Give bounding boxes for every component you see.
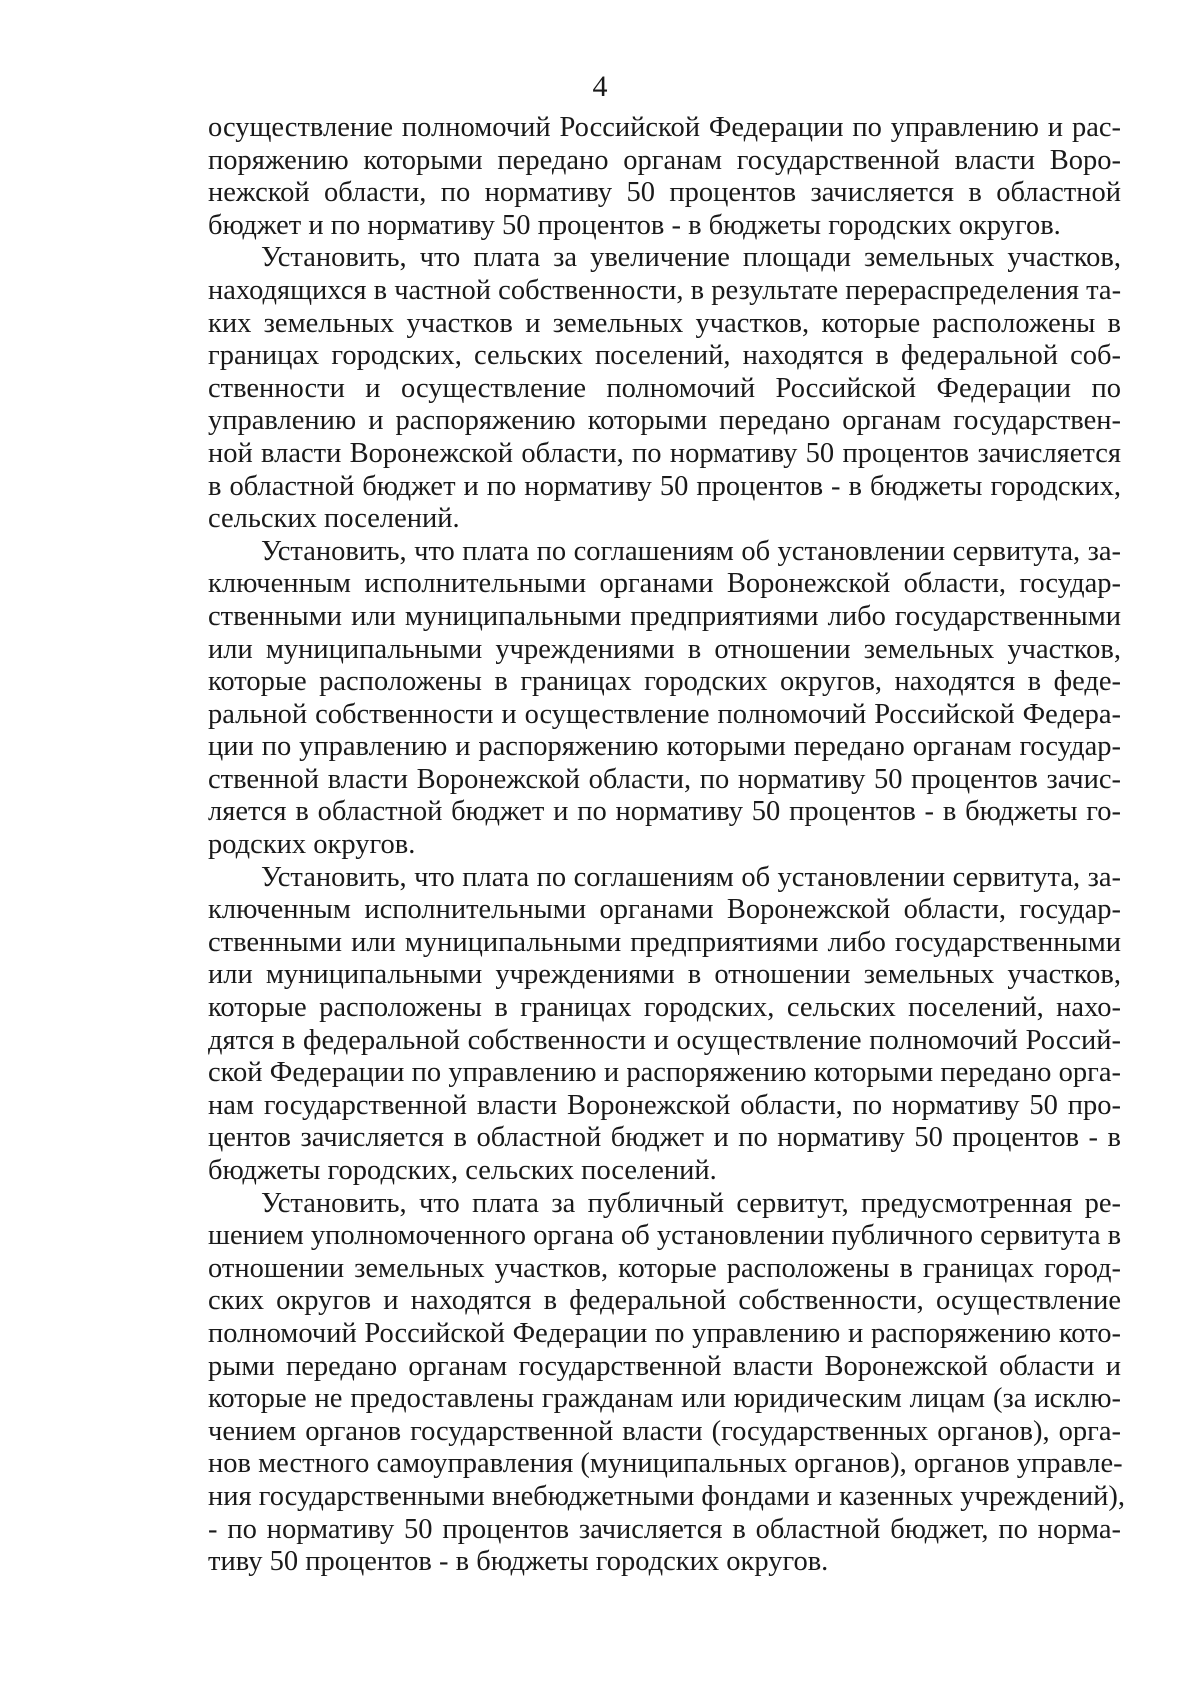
text-line: ной власти Воронежской области, по нормативу 50 процентов зачисляется bbox=[208, 437, 1121, 469]
text-line: ключенным исполнительными органами Воронежской области, государ- bbox=[208, 894, 1121, 926]
text-line: ляется в областной бюджет и по нормативу 50 процентов - в бюджеты го- bbox=[208, 796, 1121, 828]
text-line: ции по управлению и распоряжению которыми передано органам государ- bbox=[208, 731, 1121, 763]
paragraph bbox=[208, 862, 1121, 1188]
text-line: центов зачисляется в областной бюджет и по нормативу 50 процентов - в bbox=[208, 1122, 1121, 1154]
text-line: ких земельных участков и земельных участков, которые расположены в bbox=[208, 307, 1121, 339]
text-line: которые расположены в границах городских округов, находятся в феде- bbox=[208, 666, 1121, 698]
text-line: полномочий Российской Федерации по управлению и распоряжению кото- bbox=[208, 1317, 1121, 1349]
text-line: ключенным исполнительными органами Воронежской области, государ- bbox=[208, 568, 1121, 600]
text-line: ния государственными внебюджетными фондами и казенных учреждений), bbox=[208, 1480, 1125, 1512]
text-line: нам государственной власти Воронежской области, по нормативу 50 про- bbox=[208, 1089, 1121, 1121]
text-line: или муниципальными учреждениями в отношении земельных участков, bbox=[208, 633, 1121, 665]
text-line: нов местного самоуправления (муниципальных органов), органов управле- bbox=[208, 1448, 1123, 1480]
text-line: границах городских, сельских поселений, находятся в федеральной соб- bbox=[208, 340, 1121, 372]
text-line: управлению и распоряжению которыми передано органам государствен- bbox=[208, 405, 1121, 437]
page-number: 4 bbox=[592, 70, 608, 103]
text-line: отношении земельных участков, которые расположены в границах город- bbox=[208, 1252, 1121, 1284]
text-line: поряжению которыми передано органам государственной власти Воро- bbox=[208, 144, 1121, 176]
text-line: Установить, что плата за публичный сервитут, предусмотренная ре- bbox=[261, 1187, 1121, 1219]
text-line: шением уполномоченного органа об установлении публичного сервитута в bbox=[208, 1220, 1122, 1252]
paragraph bbox=[208, 242, 1121, 535]
text-line: бюджеты городских, сельских поселений. bbox=[208, 1155, 717, 1186]
text-line: ских округов и находятся в федеральной собственности, осуществление bbox=[208, 1285, 1121, 1317]
text-line: сельских поселений. bbox=[208, 503, 460, 535]
text-line: которые не предоставлены гражданам или юридическим лицам (за исклю- bbox=[208, 1383, 1121, 1415]
text-line: Установить, что плата по соглашениям об установлении сервитута, за- bbox=[261, 535, 1121, 567]
paragraph bbox=[208, 1187, 1125, 1579]
text-line: нежской области, по нормативу 50 процентов зачисляется в областной bbox=[208, 177, 1121, 209]
text-line: которые расположены в границах городских, сельских поселений, нахо- bbox=[208, 992, 1121, 1024]
text-line: Установить, что плата за увеличение площади земельных участков, bbox=[261, 242, 1121, 274]
text-line: дятся в федеральной собственности и осуществление полномочий Россий- bbox=[208, 1024, 1121, 1056]
text-line: ственной власти Воронежской области, по нормативу 50 процентов зачис- bbox=[208, 763, 1121, 795]
text-line: ственными или муниципальными предприятиями либо государственными bbox=[208, 926, 1121, 958]
text-line: чением органов государственной власти (государственных органов), орга- bbox=[208, 1415, 1121, 1447]
text-line: ральной собственности и осуществление полномочий Российской Федера- bbox=[208, 698, 1121, 730]
text-line: рыми передано органам государственной власти Воронежской области и bbox=[208, 1350, 1121, 1382]
document-body bbox=[208, 112, 1125, 1579]
text-line: тиву 50 процентов - в бюджеты городских округов. bbox=[208, 1546, 829, 1578]
text-line: Установить, что плата по соглашениям об установлении сервитута, за- bbox=[261, 861, 1121, 893]
text-line: в областной бюджет и по нормативу 50 процентов - в бюджеты городских, bbox=[208, 470, 1121, 502]
text-line: ственности и осуществление полномочий Российской Федерации по bbox=[208, 372, 1121, 404]
text-line: - по нормативу 50 процентов зачисляется в областной бюджет, по норма- bbox=[208, 1513, 1121, 1545]
text-line: ственными или муниципальными предприятиями либо государственными bbox=[208, 600, 1121, 632]
text-line: родских округов. bbox=[208, 829, 416, 861]
text-line: бюджет и по нормативу 50 процентов - в бюджеты городских округов. bbox=[208, 209, 1061, 241]
paragraph bbox=[208, 536, 1121, 862]
text-line: находящихся в частной собственности, в результате перераспределения та- bbox=[208, 274, 1122, 306]
text-line: ской Федерации по управлению и распоряжению которыми передано орга- bbox=[208, 1057, 1121, 1089]
text-line: осуществление полномочий Российской Федерации по управлению и рас- bbox=[208, 112, 1121, 143]
text-line: или муниципальными учреждениями в отношении земельных участков, bbox=[208, 959, 1121, 991]
paragraph bbox=[208, 112, 1121, 242]
